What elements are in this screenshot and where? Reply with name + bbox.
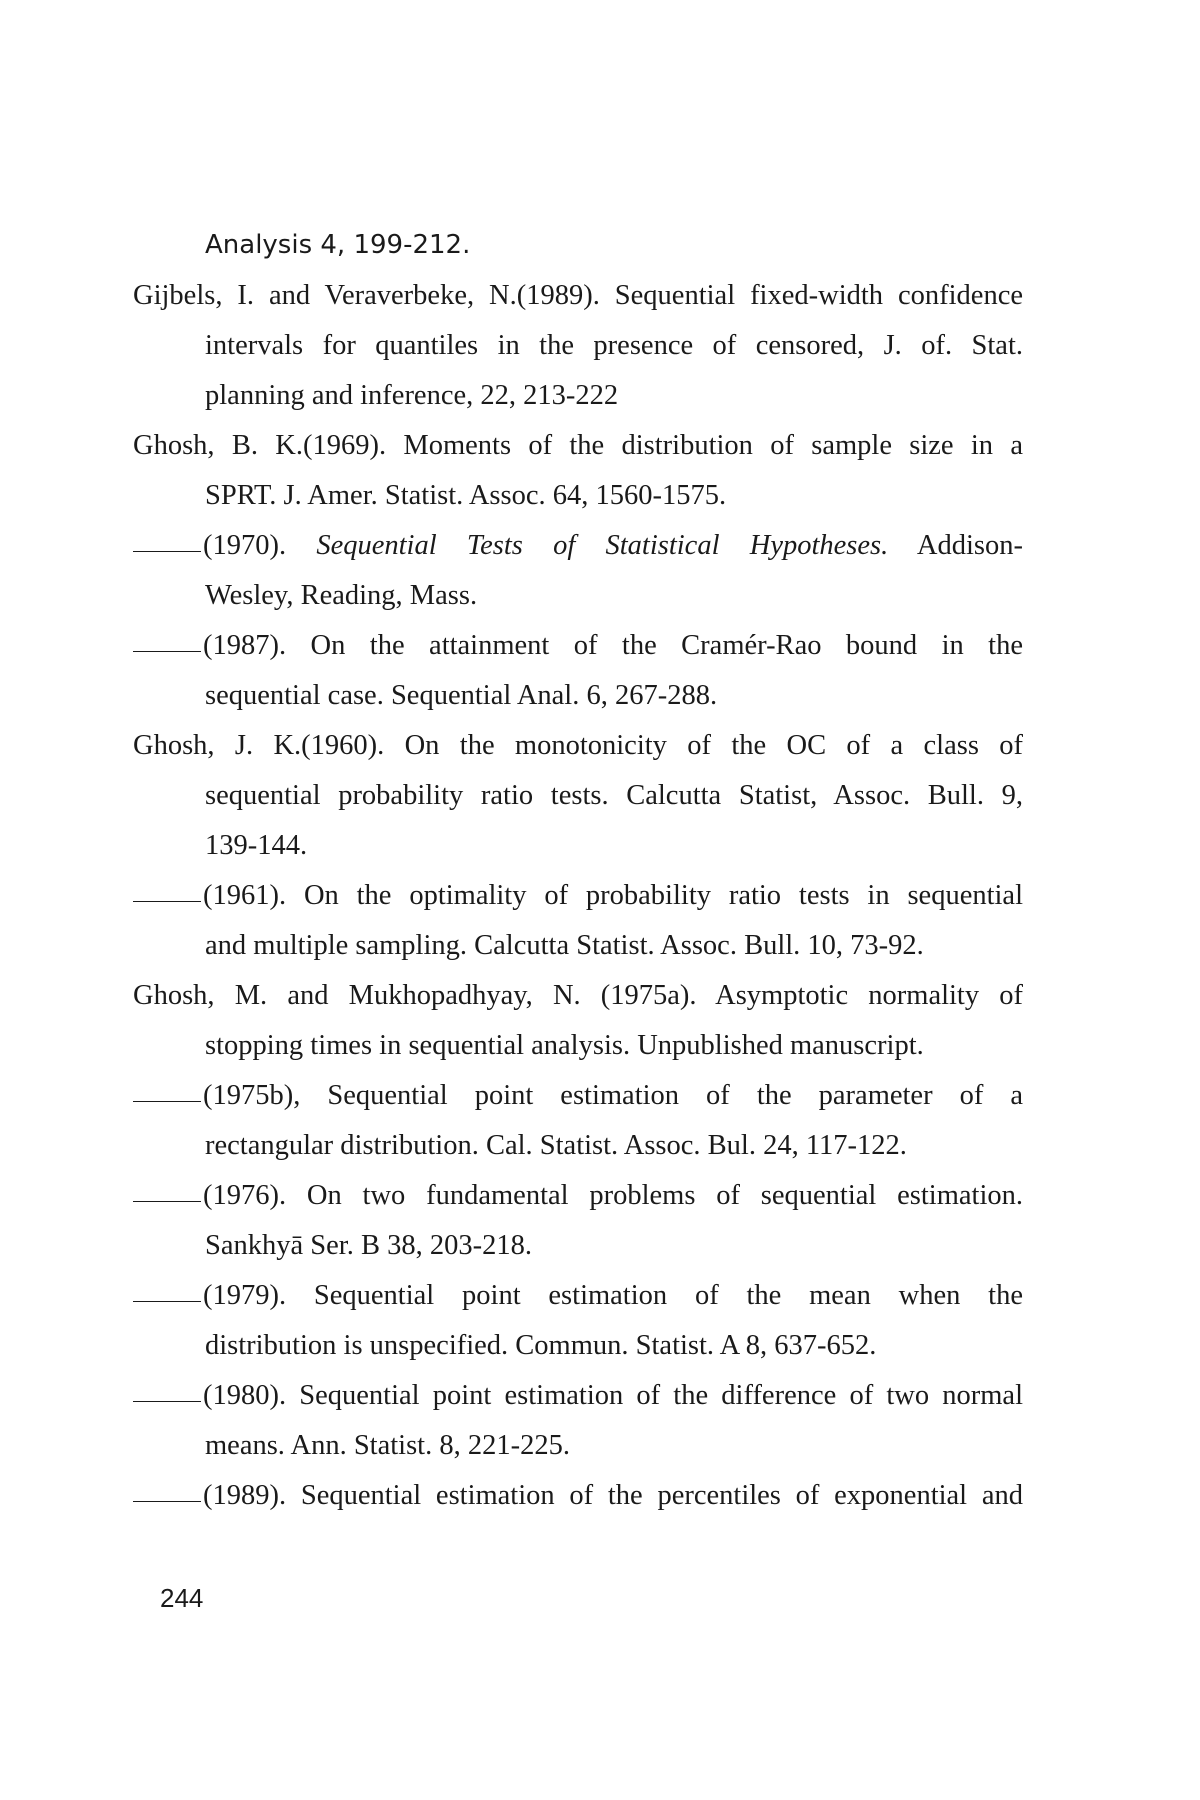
reference-ghosh-m-1975a-line-2: stopping times in sequential analysis. Unpublished manuscript. [205,1030,924,1061]
repeated-author-dash [133,1501,201,1502]
repeated-author-dash [133,1101,201,1102]
reference-ghosh-m-1980-line-1: (1980). Sequential point estimation of the difference of two normal [133,1382,1023,1411]
reference-gijbels-line-2: intervals for quantiles in the presence of censored, J. of. Stat. [205,330,1023,361]
reference-gijbels-line-3: planning and inference, 22, 213-222 [205,380,619,411]
reference-ghosh-bk-1969-line-1: Ghosh, B. K.(1969). Moments of the distribution of sample size in a [133,430,1023,461]
reference-ghosh-bk-1970-line-2: Wesley, Reading, Mass. [205,580,478,611]
repeated-author-dash [133,1201,201,1202]
reference-ghosh-m-1979-line-2: distribution is unspecified. Commun. Statist. A 8, 637-652. [205,1330,877,1361]
repeated-author-dash [133,551,201,552]
reference-ghosh-m-1976-line-1: (1976). On two fundamental problems of sequential estimation. [133,1182,1023,1211]
reference-ghosh-m-1975a-line-1: Ghosh, M. and Mukhopadhyay, N. (1975a). Asymptotic normality of [133,980,1023,1011]
reference-ghosh-bk-1987-line-1: (1987). On the attainment of the Cramér-Rao bound in the [133,632,1023,661]
page-number: 244 [160,1583,204,1613]
reference-ghosh-m-1980-line-2: means. Ann. Statist. 8, 221-225. [205,1430,570,1461]
reference-ghosh-m-1975b-line-2: rectangular distribution. Cal. Statist. Assoc. Bul. 24, 117-122. [205,1130,907,1161]
reference-ghosh-m-1989-line-1: (1989). Sequential estimation of the percentiles of exponential and [133,1482,1023,1511]
reference-gijbels-line-1: Gijbels, I. and Veraverbeke, N.(1989). Sequential fixed-width confidence [133,280,1023,311]
reference-ghosh-jk-1960-line-1: Ghosh, J. K.(1960). On the monotonicity of the OC of a class of [133,730,1023,761]
reference-ghosh-m-1975b-line-1: (1975b), Sequential point estimation of the parameter of a [133,1082,1023,1111]
repeated-author-dash [133,901,201,902]
reference-ghosh-m-1976-line-2: Sankhyā Ser. B 38, 203-218. [205,1230,532,1261]
repeated-author-dash [133,1401,201,1402]
reference-ghosh-m-1979-line-1: (1979). Sequential point estimation of the mean when the [133,1282,1023,1311]
reference-ghosh-bk-1969-line-2: SPRT. J. Amer. Statist. Assoc. 64, 1560-1575. [205,480,727,511]
book-title: Sequential Tests of Statistical Hypotheses. [316,530,889,561]
reference-ghosh-jk-1960-line-2: sequential probability ratio tests. Calcutta Statist, Assoc. Bull. 9, [205,780,1023,811]
reference-ghosh-bk-1987-line-2: sequential case. Sequential Anal. 6, 267-288. [205,680,718,711]
reference-ghosh-jk-1961-line-1: (1961). On the optimality of probability ratio tests in sequential [133,882,1023,911]
reference-ghosh-jk-1961-line-2: and multiple sampling. Calcutta Statist. Assoc. Bull. 10, 73-92. [205,930,924,961]
reference-continuation: Analysis 4, 199-212. [205,230,471,260]
repeated-author-dash [133,1301,201,1302]
reference-ghosh-bk-1970-line-1: (1970). Sequential Tests of Statistical Hypotheses. Addison- [133,532,1023,561]
repeated-author-dash [133,651,201,652]
reference-ghosh-jk-1960-line-3: 139-144. [205,830,308,861]
